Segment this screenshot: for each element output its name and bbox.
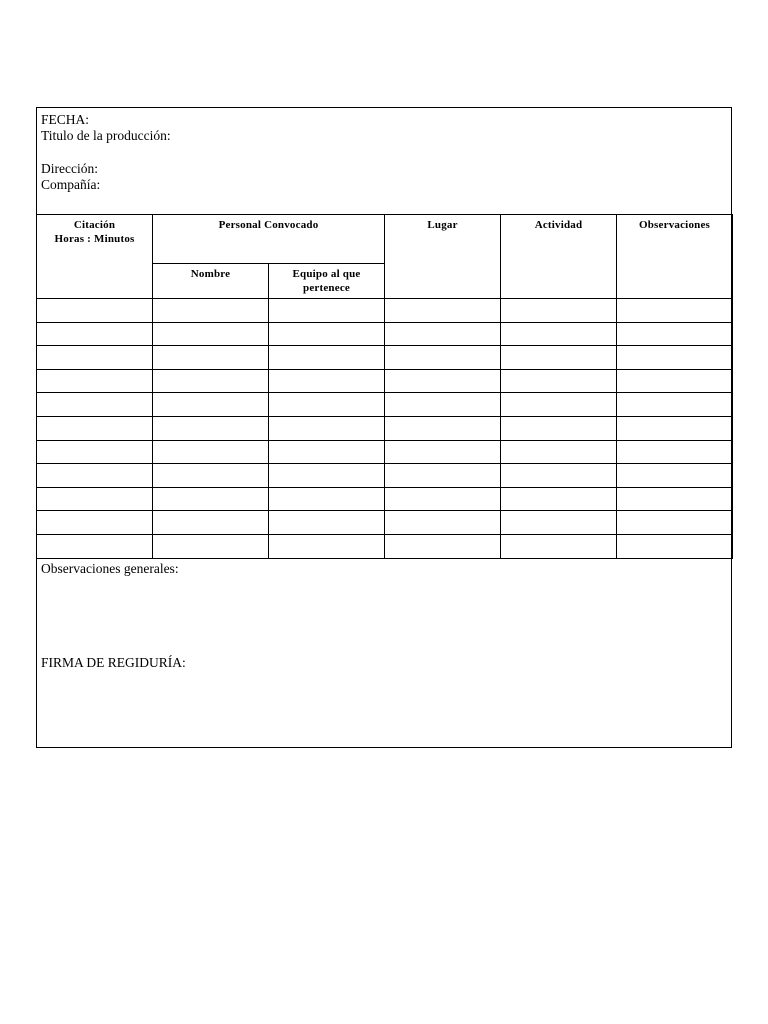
table-cell[interactable] <box>501 369 617 393</box>
col-header-citacion-line1: Citación <box>73 219 116 231</box>
table-row <box>37 369 733 393</box>
observaciones-generales-label: Observaciones generales: <box>41 561 179 576</box>
table-row <box>37 299 733 323</box>
table-cell[interactable] <box>385 393 501 417</box>
table-cell[interactable] <box>269 393 385 417</box>
subcol-header-equipo <box>269 264 385 299</box>
table-cell[interactable] <box>385 511 501 535</box>
table-cell[interactable] <box>385 487 501 511</box>
table-cell[interactable] <box>617 369 733 393</box>
table-cell[interactable] <box>269 369 385 393</box>
table-cell[interactable] <box>501 440 617 464</box>
table-cell[interactable] <box>37 464 153 488</box>
table-cell[interactable] <box>501 393 617 417</box>
subcol-header-equipo-line1: Equipo al que <box>292 268 361 280</box>
col-header-personal-convocado: Personal Convocado <box>153 215 385 264</box>
direccion-label: Dirección: <box>41 161 98 176</box>
table-cell[interactable] <box>269 322 385 346</box>
table-cell[interactable] <box>153 393 269 417</box>
table-row <box>37 487 733 511</box>
col-header-citacion <box>37 215 153 299</box>
table-cell[interactable] <box>501 534 617 558</box>
table-cell[interactable] <box>617 393 733 417</box>
firma-regiduria-label: FIRMA DE REGIDURÍA: <box>41 655 186 670</box>
table-row <box>37 440 733 464</box>
titulo-produccion-label: Titulo de la producción: <box>41 128 171 143</box>
production-call-sheet-form <box>36 107 732 748</box>
table-row <box>37 322 733 346</box>
call-sheet-table <box>36 214 733 559</box>
table-cell[interactable] <box>501 487 617 511</box>
table-cell[interactable] <box>269 440 385 464</box>
table-cell[interactable] <box>37 534 153 558</box>
table-cell[interactable] <box>269 299 385 323</box>
table-cell[interactable] <box>269 511 385 535</box>
table-cell[interactable] <box>617 534 733 558</box>
compania-label: Compañía: <box>41 177 101 192</box>
table-cell[interactable] <box>385 299 501 323</box>
table-cell[interactable] <box>617 464 733 488</box>
table-cell[interactable] <box>501 464 617 488</box>
form-footer <box>37 558 731 671</box>
table-cell[interactable] <box>385 534 501 558</box>
table-cell[interactable] <box>37 416 153 440</box>
table-row <box>37 346 733 370</box>
subcol-header-equipo-line2: pertenece <box>303 282 350 294</box>
table-cell[interactable] <box>501 511 617 535</box>
table-cell[interactable] <box>153 416 269 440</box>
table-cell[interactable] <box>617 440 733 464</box>
table-cell[interactable] <box>617 322 733 346</box>
table-cell[interactable] <box>385 369 501 393</box>
table-row <box>37 464 733 488</box>
table-row <box>37 393 733 417</box>
table-cell[interactable] <box>617 487 733 511</box>
call-sheet-rows <box>37 299 733 559</box>
table-cell[interactable] <box>37 511 153 535</box>
table-cell[interactable] <box>385 464 501 488</box>
table-cell[interactable] <box>153 322 269 346</box>
table-cell[interactable] <box>153 299 269 323</box>
table-cell[interactable] <box>385 440 501 464</box>
table-cell[interactable] <box>269 464 385 488</box>
table-cell[interactable] <box>269 487 385 511</box>
subcol-header-nombre: Nombre <box>153 264 269 299</box>
table-cell[interactable] <box>153 511 269 535</box>
table-cell[interactable] <box>269 534 385 558</box>
table-cell[interactable] <box>501 346 617 370</box>
table-cell[interactable] <box>153 534 269 558</box>
table-row <box>37 511 733 535</box>
table-cell[interactable] <box>37 369 153 393</box>
table-cell[interactable] <box>617 299 733 323</box>
table-cell[interactable] <box>153 440 269 464</box>
table-cell[interactable] <box>501 299 617 323</box>
col-header-citacion-line2: Horas : Minutos <box>54 233 135 245</box>
table-cell[interactable] <box>269 346 385 370</box>
table-cell[interactable] <box>385 346 501 370</box>
table-cell[interactable] <box>153 369 269 393</box>
table-cell[interactable] <box>153 487 269 511</box>
table-cell[interactable] <box>153 464 269 488</box>
table-cell[interactable] <box>617 511 733 535</box>
table-row <box>37 416 733 440</box>
table-cell[interactable] <box>37 487 153 511</box>
table-cell[interactable] <box>385 416 501 440</box>
table-row <box>37 534 733 558</box>
table-cell[interactable] <box>617 346 733 370</box>
form-header <box>37 108 731 215</box>
table-cell[interactable] <box>501 416 617 440</box>
table-cell[interactable] <box>37 322 153 346</box>
header-spacer <box>41 144 731 161</box>
table-cell[interactable] <box>501 322 617 346</box>
table-cell[interactable] <box>385 322 501 346</box>
table-cell[interactable] <box>37 393 153 417</box>
table-cell[interactable] <box>37 299 153 323</box>
table-cell[interactable] <box>37 440 153 464</box>
table-cell[interactable] <box>37 346 153 370</box>
table-cell[interactable] <box>153 346 269 370</box>
fecha-label: FECHA: <box>41 112 90 127</box>
col-header-lugar: Lugar <box>385 215 501 299</box>
col-header-actividad: Actividad <box>501 215 617 299</box>
table-cell[interactable] <box>617 416 733 440</box>
table-cell[interactable] <box>269 416 385 440</box>
col-header-observaciones: Observaciones <box>617 215 733 299</box>
